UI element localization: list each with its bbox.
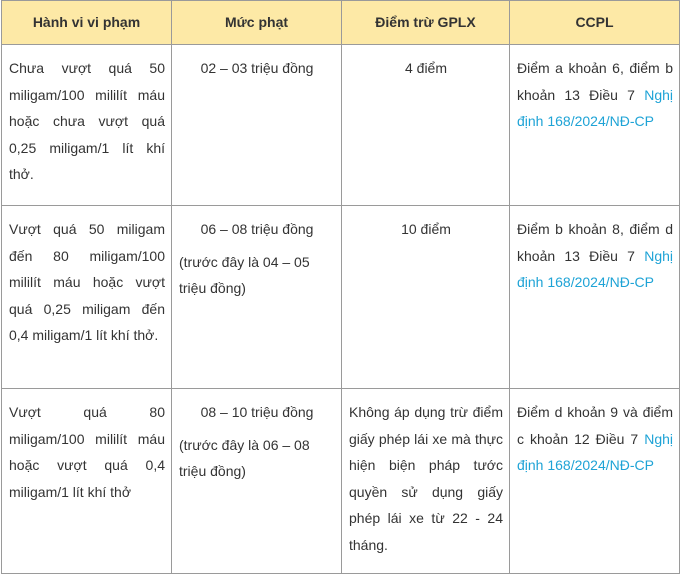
- fine-amount: 02 – 03 triệu đồng: [200, 60, 314, 76]
- header-license-points: Điểm trừ GPLX: [342, 1, 510, 45]
- violation-cell: Vượt quá 80 miligam/100 mililít máu hoặc vượt quá 0,4 miligam/1 lít khí thở: [2, 389, 172, 574]
- header-legal-basis: CCPL: [510, 1, 680, 45]
- points-cell: Không áp dụng trừ điểm giấy phép lái xe mà thực hiện biện pháp tước quyền sử dụng giấy phép lái xe từ 22 - 24 tháng.: [342, 389, 510, 574]
- decree-link[interactable]: Nghị định 168/2024/NĐ-CP: [517, 430, 673, 473]
- decree-link[interactable]: Nghị định 168/2024/NĐ-CP: [517, 247, 674, 290]
- header-fine: Mức phạt: [172, 1, 342, 45]
- table-row: [2, 206, 680, 389]
- penalty-table: [1, 0, 680, 574]
- fine-cell: [172, 206, 342, 389]
- header-violation: Hành vi vi phạm: [2, 1, 172, 45]
- legal-cell: [510, 206, 680, 389]
- fine-previous-note: (trước đây là 04 – 05 triệu đồng): [179, 253, 310, 296]
- legal-reference: Điểm a khoản 6, điểm b khoản 13 Điều 7: [517, 60, 673, 103]
- fine-previous-note: (trước đây là 06 – 08 triệu đồng): [179, 436, 310, 479]
- fine-cell: [172, 389, 342, 574]
- points-cell: 4 điểm: [342, 45, 510, 206]
- table-row: [2, 45, 680, 206]
- legal-cell: [510, 45, 680, 206]
- legal-reference: Điểm d khoản 9 và điểm c khoản 12 Điều 7: [517, 404, 673, 447]
- table-row: [2, 389, 680, 574]
- points-cell: 10 điểm: [342, 206, 510, 389]
- header-row: [2, 1, 680, 45]
- fine-amount: 08 – 10 triệu đồng: [200, 404, 314, 420]
- fine-amount: 06 – 08 triệu đồng: [200, 221, 314, 237]
- legal-cell: [510, 389, 680, 574]
- violation-cell: Chưa vượt quá 50 miligam/100 mililít máu hoặc chưa vượt quá 0,25 miligam/1 lít khí thở.: [2, 45, 172, 206]
- violation-cell: Vượt quá 50 miligam đến 80 miligam/100 mililít máu hoặc vượt quá 0,25 miligam đến 0,4 miligam/1 lít khí thở.: [2, 206, 172, 389]
- decree-link[interactable]: Nghị định 168/2024/NĐ-CP: [517, 86, 674, 129]
- legal-reference: Điểm b khoản 8, điểm d khoản 13 Điều 7: [517, 221, 673, 264]
- fine-cell: [172, 45, 342, 206]
